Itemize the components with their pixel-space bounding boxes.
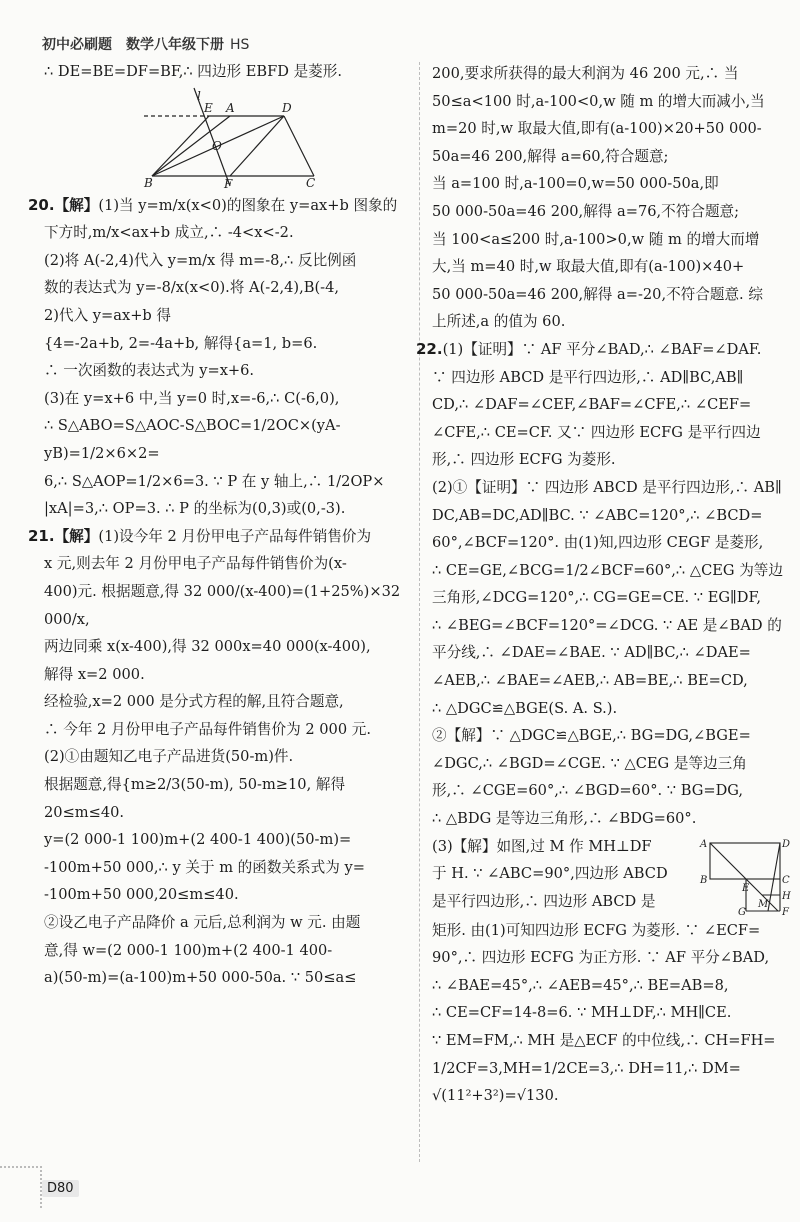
fig2-label-e: E (742, 882, 750, 894)
fig2-label-g: G (738, 906, 746, 918)
fig2-label-a: A (700, 838, 708, 850)
text-line: 矩形. 由(1)可知四边形 ECFG 为菱形. ∵ ∠ECF= (432, 921, 761, 939)
fig1-label-c: C (306, 175, 316, 190)
text-line: 经检验,x=2 000 是分式方程的解,且符合题意, (44, 693, 344, 711)
text-line: 6,∴ S△AOP=1/2×6=3. ∵ P 在 y 轴上,∴ 1/2OP× (44, 472, 385, 490)
rhombus-figure (144, 88, 316, 191)
text-line: x 元,则去年 2 月份甲电子产品每件销售价为(x- (44, 555, 347, 573)
answer-tag: 【解】 (54, 527, 99, 545)
text-line: 形,∴ ∠CGE=60°,∴ ∠BGD=60°. ∵ BG=DG, (432, 782, 744, 800)
text-line: (2)①由题知乙电子产品进货(50-m)件. (44, 748, 294, 766)
fig2-label-h: H (782, 890, 791, 902)
text-line: |xA|=3,∴ OP=3. ∴ P 的坐标为(0,3)或(0,-3). (44, 500, 346, 518)
text-line: 50a=46 200,解得 a=60,符合题意; (432, 147, 669, 165)
text-line: m=20 时,w 取最大值,即有(a-100)×20+50 000- (432, 120, 762, 138)
corner-decoration (0, 1166, 42, 1208)
text-line: -100m+50 000,20≤m≤40. (44, 886, 239, 904)
fig1-label-d: D (282, 100, 292, 115)
text-line: ∴ ∠BEG=∠BCF=120°=∠DCG. ∵ AE 是∠BAD 的 (432, 616, 782, 634)
text-line: DC,AB=DC,AD∥BC. ∵ ∠ABC=120°,∴ ∠BCD= (432, 506, 763, 524)
square-figure (698, 837, 790, 917)
fig1-label-a: A (226, 100, 235, 115)
text-line: 意,得 w=(2 000-1 100)m+(2 400-1 400- (44, 941, 333, 959)
text-line: CD,∴ ∠DAF=∠CEF,∠BAF=∠CFE,∴ ∠CEF= (432, 396, 752, 414)
text-line: 2)代入 y=ax+b 得 (44, 306, 172, 324)
q21-line-1: 21.【解】(1)设今年 2 月份甲电子产品每件销售价为 (28, 526, 372, 545)
text-line: ②设乙电子产品降价 a 元后,总利润为 w 元. 由题 (44, 914, 361, 932)
text-line: ∴ △BDG 是等边三角形,∴ ∠BDG=60°. (432, 810, 697, 828)
fig1-label-e: E (204, 100, 213, 115)
text-line: 400)元. 根据题意,得 32 000/(x-400)=(1+25%)×32 000/x, (44, 582, 401, 628)
text-line: 平分线,∴ ∠DAE=∠BAE. ∵ AD∥BC,∴ ∠DAE= (432, 644, 751, 662)
text-line: {4=-2a+b, 2=-4a+b, 解得{a=1, b=6. (44, 334, 318, 352)
text-line: (2)将 A(-2,4)代入 y=m/x 得 m=-8,∴ 反比例函 (44, 251, 357, 269)
text-line: ②【解】∵ △DGC≌△BGE,∴ BG=DG,∠BGE= (432, 727, 751, 745)
page-number: D80 (42, 1180, 79, 1197)
text-line: 50 000-50a=46 200,解得 a=76,不符合题意; (432, 202, 740, 220)
edition-label: HS (230, 37, 250, 53)
right-column (416, 60, 791, 1110)
question-number: 22. (416, 339, 443, 358)
text-line: 数的表达式为 y=-8/x(x<0).将 A(-2,4),B(-4, (44, 279, 340, 297)
fig1-label-b: B (144, 175, 153, 190)
text-line: 90°,∴ 四边形 ECFG 为正方形. ∵ AF 平分∠BAD, (432, 949, 770, 967)
text-line: ∠DGC,∴ ∠BGD=∠CGE. ∵ △CEG 是等边三角 (432, 754, 747, 772)
text-line: ∠AEB,∴ ∠BAE=∠AEB,∴ AB=BE,∴ BE=CD, (432, 672, 748, 690)
text-line: 上所述,a 的值为 60. (432, 313, 566, 331)
text-line: ∴ DE=BE=DF=BF,∴ 四边形 EBFD 是菱形. (44, 63, 342, 80)
text-line: 三角形,∠DCG=120°,∴ CG=GE=CE. ∵ EG∥DF, (432, 589, 761, 607)
fig2-label-f: F (782, 906, 789, 918)
text-line: 于 H. ∵ ∠ABC=90°,四边形 ABCD (432, 865, 668, 883)
q22-line-1: 22.(1)【证明】∵ AF 平分∠BAD,∴ ∠BAF=∠DAF. (416, 339, 762, 358)
text-line: 大,当 m=40 时,w 取最大值,即有(a-100)×40+ (432, 258, 745, 276)
text-line: ∴ 今年 2 月份甲电子产品每件销售价为 2 000 元. (44, 720, 371, 738)
text-line: 50≤a<100 时,a-100<0,w 随 m 的增大而减小,当 (432, 92, 765, 110)
text-line: ∴ CE=CF=14-8=6. ∵ MH⊥DF,∴ MH∥CE. (432, 1004, 732, 1022)
book-title: 初中必刷题 数学八年级下册 (42, 37, 224, 53)
left-column (28, 58, 408, 992)
text-line: 两边同乘 x(x-400),得 32 000x=40 000(x-400), (44, 638, 371, 656)
text-line: 下方时,m/x<ax+b 成立,∴ -4<x<-2. (44, 224, 294, 242)
text-line: 当 100<a≤200 时,a-100>0,w 随 m 的增大而增 (432, 230, 760, 248)
text-line: 60°,∠BCF=120°. 由(1)知,四边形 CEGF 是菱形, (432, 534, 764, 552)
text-line: 1/2CF=3,MH=1/2CE=3,∴ DH=11,∴ DM= (432, 1059, 741, 1077)
text-line: 解得 x=2 000. (44, 665, 145, 683)
text-line: (2)①【证明】∵ 四边形 ABCD 是平行四边形,∴ AB∥ (432, 478, 782, 496)
text-line: 根据题意,得{m≥2/3(50-m), 50-m≥10, 解得 20≤m≤40. (44, 776, 346, 821)
text-line: 是平行四边形,∴ 四边形 ABCD 是 (432, 892, 656, 910)
text-line: ∵ EM=FM,∴ MH 是△ECF 的中位线,∴ CH=FH= (432, 1032, 776, 1049)
text-line: (3)【解】如图,过 M 作 MH⊥DF (432, 837, 652, 855)
fig2-label-b: B (700, 874, 708, 886)
text-line: 形,∴ 四边形 ECFG 为菱形. (432, 451, 616, 469)
text-line: 200,要求所获得的最大利润为 46 200 元,∴ 当 (432, 65, 739, 82)
fig1-label-f: F (224, 176, 233, 191)
text-line: 50 000-50a=46 200,解得 a=-20,不符合题意. 综 (432, 285, 763, 303)
q20-line-1: 20.【解】(1)当 y=m/x(x<0)的图象在 y=ax+b 图象的 (28, 195, 398, 214)
fig2-label-c: C (782, 874, 790, 886)
text-line: ∠CFE,∴ CE=CF. 又∵ 四边形 ECFG 是平行四边 (432, 423, 761, 441)
text-line: √(11²+3²)=√130. (432, 1087, 559, 1105)
text-line: ∵ 四边形 ABCD 是平行四边形,∴ AD∥BC,AB∥ (432, 368, 744, 386)
text-line: ∴ S△ABO=S△AOC-S△BOC=1/2OC×(yA-yB)=1/2×6×2= (44, 417, 341, 462)
page-header (42, 34, 422, 54)
text-line: a)(50-m)=(a-100)m+50 000-50a. ∵ 50≤a≤ (44, 969, 357, 987)
text-line: ∴ 一次函数的表达式为 y=x+6. (44, 362, 255, 380)
fig2-label-m: M (758, 898, 769, 910)
text-line: ∴ △DGC≌△BGE(S. A. S.). (432, 699, 618, 717)
question-number: 21. (28, 526, 55, 545)
text-line: ∴ ∠BAE=45°,∴ ∠AEB=45°,∴ BE=AB=8, (432, 976, 729, 994)
text-line: 当 a=100 时,a-100=0,w=50 000-50a,即 (432, 175, 719, 193)
text-line: (3)在 y=x+6 中,当 y=0 时,x=-6,∴ C(-6,0), (44, 389, 340, 407)
fig1-label-o: O (212, 138, 222, 153)
text-line: -100m+50 000,∴ y 关于 m 的函数关系式为 y= (44, 858, 365, 876)
text-line: ∴ CE=GE,∠BCG=1/2∠BCF=60°,∴ △CEG 为等边 (432, 561, 783, 579)
question-number: 20. (28, 195, 55, 214)
fig1-label-l: l (197, 88, 201, 103)
column-divider (419, 62, 420, 1162)
fig2-label-d: D (782, 838, 791, 850)
text-line: y=(2 000-1 100)m+(2 400-1 400)(50-m)= (44, 831, 352, 849)
answer-tag: 【解】 (54, 196, 99, 214)
